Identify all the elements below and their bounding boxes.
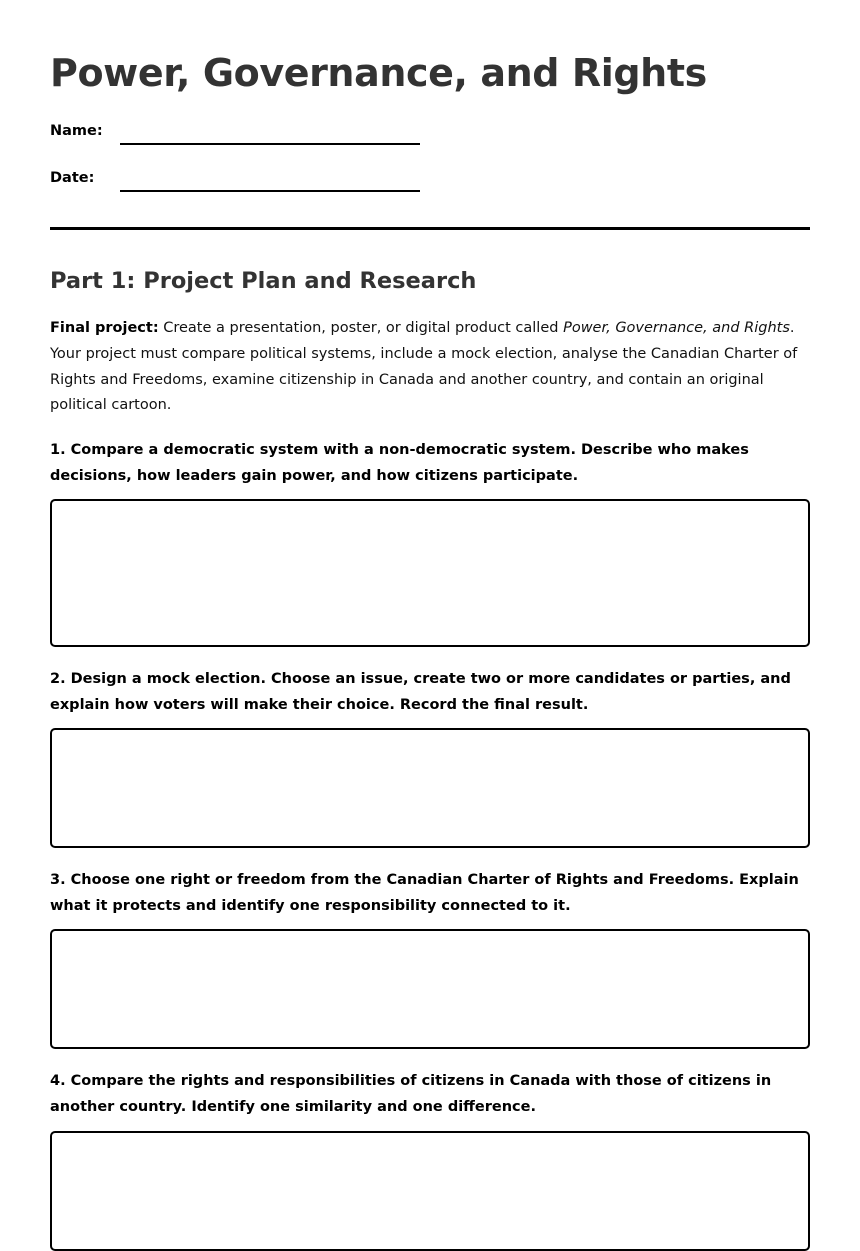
date-input-line[interactable] (120, 190, 420, 192)
page-title: Power, Governance, and Rights (50, 51, 707, 95)
name-field-row (50, 118, 470, 146)
answer-box-4[interactable] (50, 1131, 810, 1251)
question-1: 1. Compare a democratic system with a non-democratic system. Describe who makes decisions, how leaders gain power, and how citizens participate. (50, 442, 749, 484)
date-label: Date: (50, 170, 95, 186)
intro-text-after: . Your project must compare political systems, include a mock election, analyse the Canadian Charter of Rights and Freedoms, examine citizenship in Canada and another country, and contain an original political cartoon. (50, 320, 798, 414)
part-1-heading: Part 1: Project Plan and Research (50, 268, 477, 294)
final-project-label: Final project: (50, 320, 159, 336)
question-2: 2. Design a mock election. Choose an issue, create two or more candidates or parties, and explain how voters will make their choice. Record the final result. (50, 671, 791, 713)
section-divider (50, 227, 810, 230)
project-title-italic: Power, Governance, and Rights (563, 320, 790, 336)
final-project-description (50, 316, 810, 419)
name-input-line[interactable] (120, 143, 420, 145)
date-field-row (50, 165, 470, 193)
answer-box-1[interactable] (50, 499, 810, 647)
question-3: 3. Choose one right or freedom from the Canadian Charter of Rights and Freedoms. Explain what it protects and identify one responsibility connected to it. (50, 872, 799, 914)
question-4: 4. Compare the rights and responsibilities of citizens in Canada with those of citizens in another country. Identify one similarity and one difference. (50, 1073, 772, 1115)
answer-box-3[interactable] (50, 929, 810, 1049)
answer-box-2[interactable] (50, 728, 810, 848)
intro-text-before: Create a presentation, poster, or digital product called (158, 320, 564, 336)
name-label: Name: (50, 123, 103, 139)
